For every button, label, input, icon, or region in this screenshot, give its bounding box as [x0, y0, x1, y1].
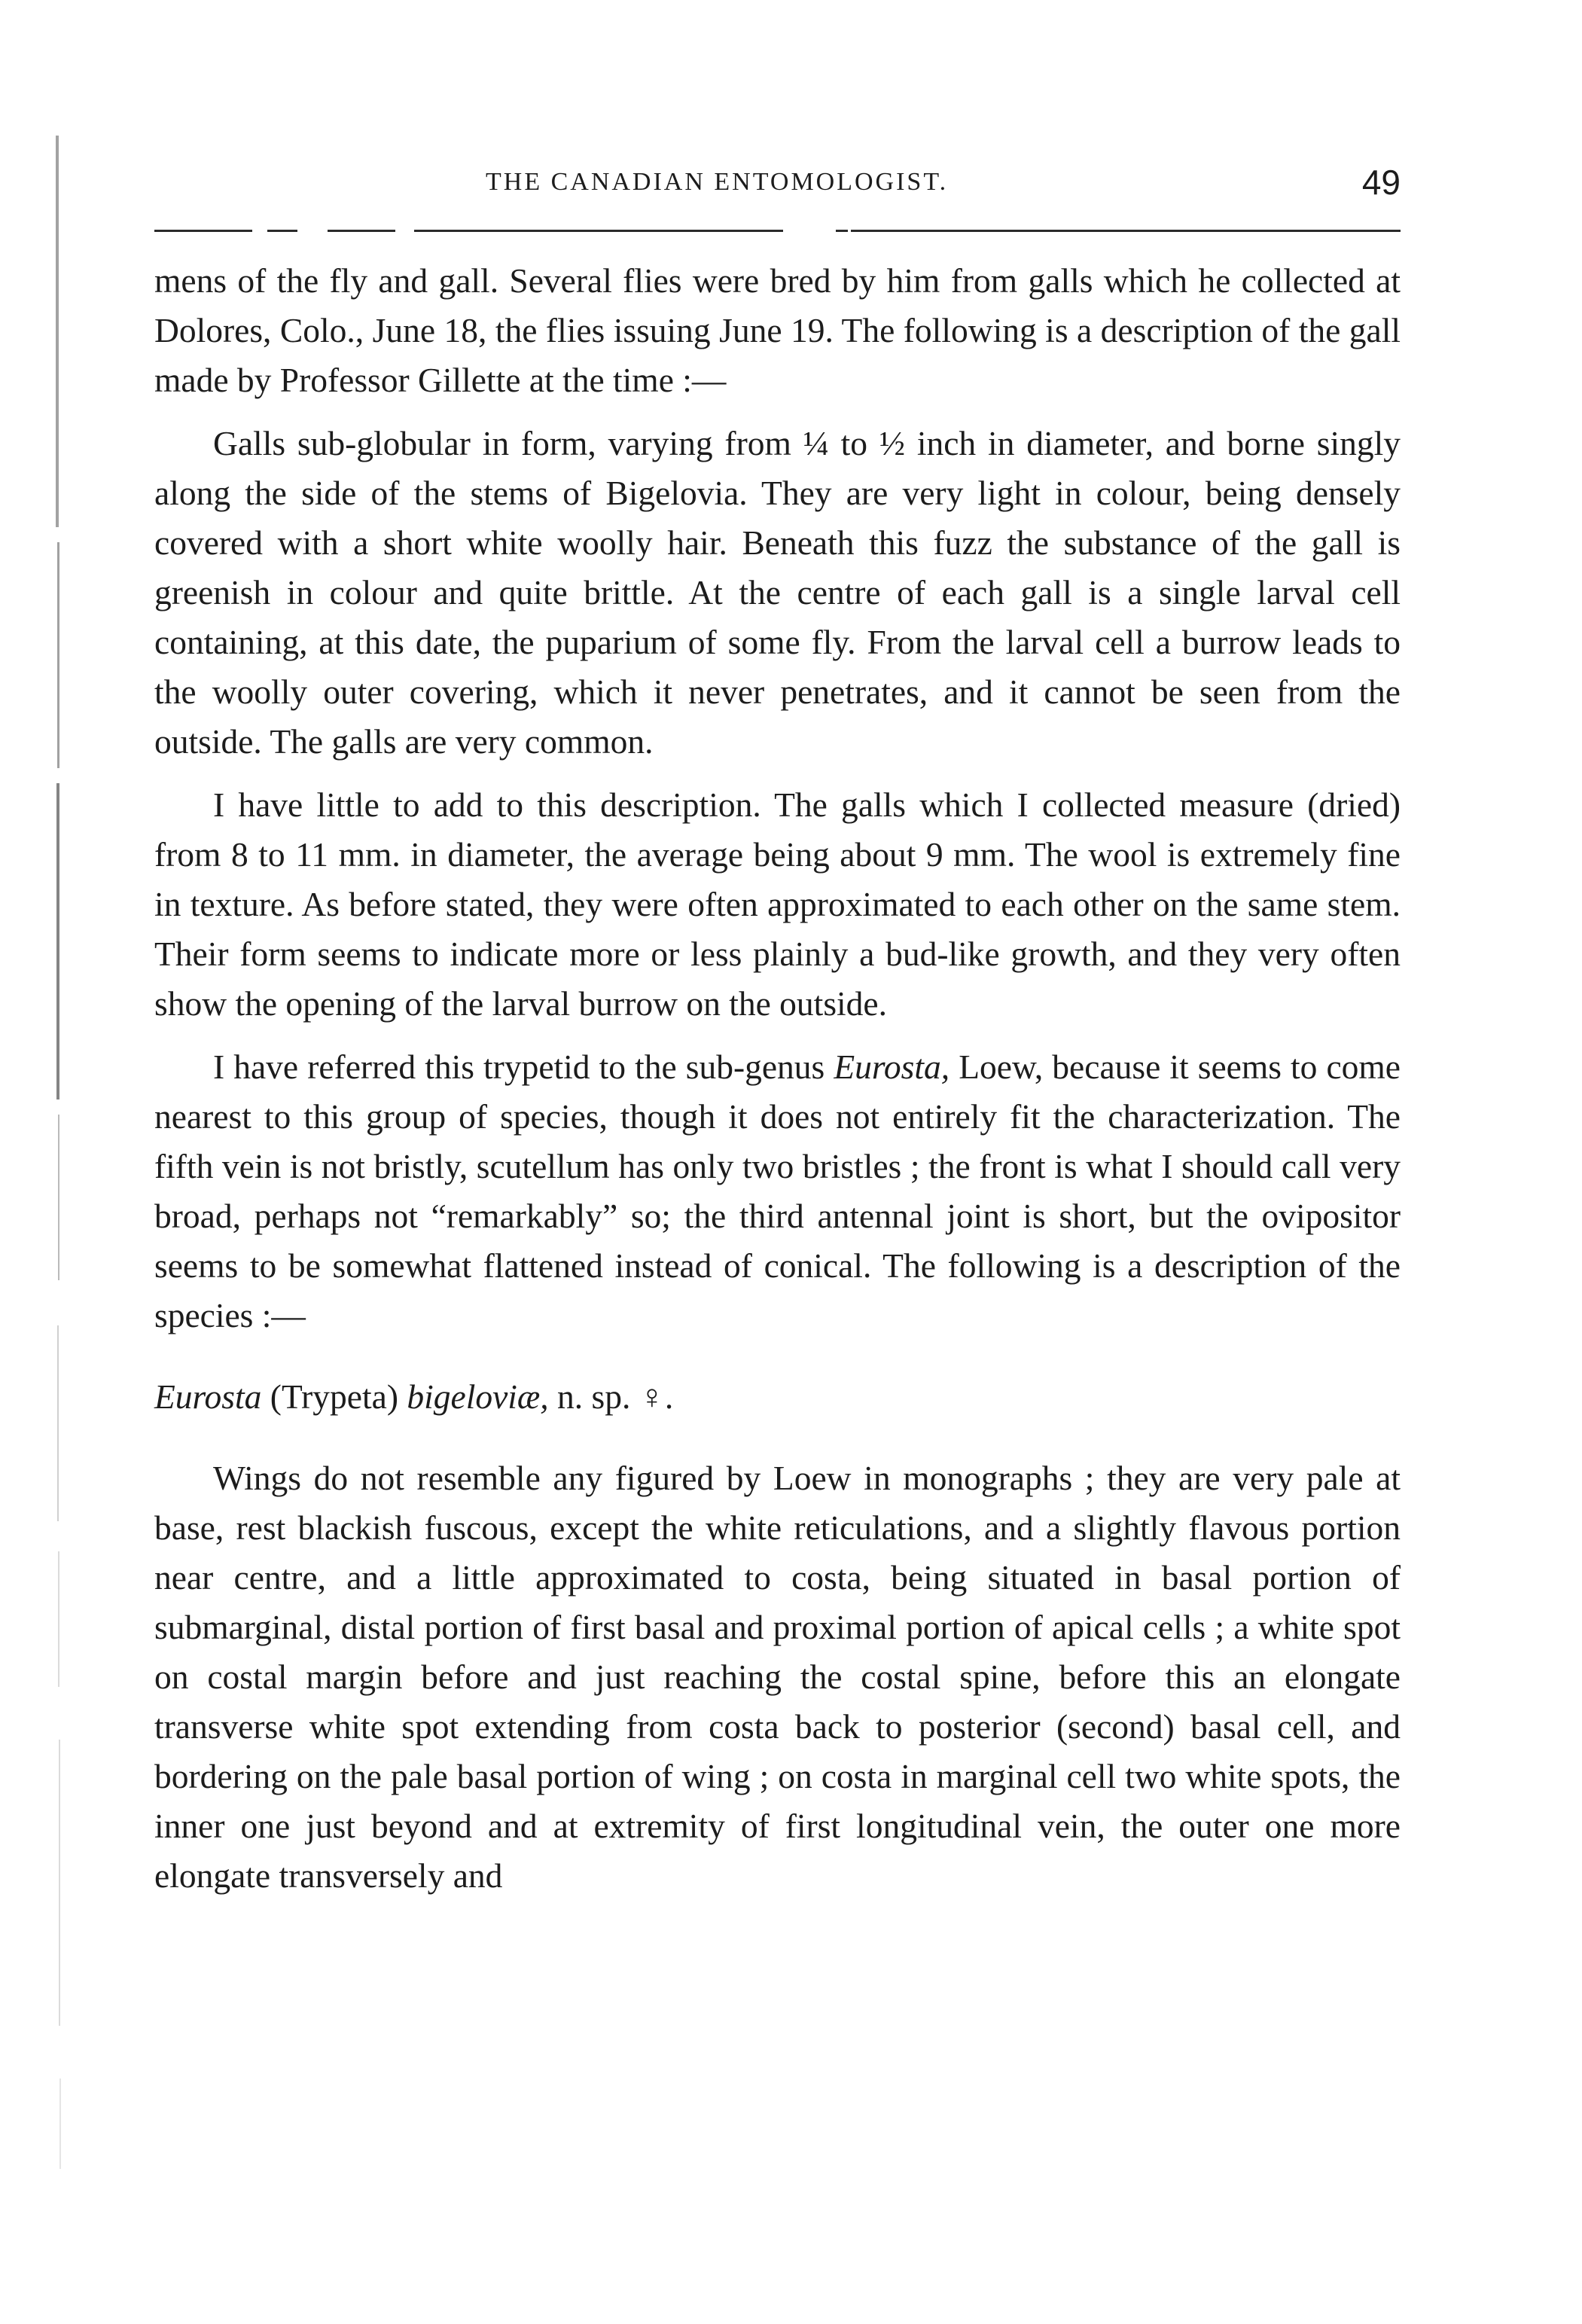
- paragraph-4-text-a: I have referred this trypetid to the sub-genus: [213, 1048, 825, 1086]
- species-subgenus: (Trypeta): [270, 1377, 398, 1416]
- paragraph-1: mens of the fly and gall. Several flies were bred by him from galls which he collected at Dolores, Colo., June 18, the flies issuing June 19. The following is a description of the gall made by Professor Gillette at the time :—: [154, 261, 1401, 399]
- body-text: [154, 256, 1401, 1914]
- species-status: n. sp.: [557, 1377, 631, 1416]
- genus-name: Eurosta,: [834, 1048, 950, 1086]
- running-title: THE CANADIAN ENTOMOLOGIST.: [486, 168, 949, 196]
- header-rule: [154, 230, 1401, 232]
- paragraph-3: I have little to add to this description. The galls which I collected measure (dried) from 8 to 11 mm. in diameter, the average being about 9 mm. The wool is extremely fine in texture. As before stated, they were often approximated to each other on the same stem. Their form seems to indicate more or less plainly a bud-like growth, and they very often show the opening of the larval burrow on the outside.: [154, 785, 1401, 1023]
- page-number: 49: [1361, 163, 1401, 202]
- paragraph-2: Galls sub-globular in form, varying from ¼ to ½ inch in diameter, and borne singly along the side of the stems of Bigelovia. They are very light in colour, being densely covered with a short white woolly hair. Beneath this fuzz the substance of the gall is greenish in colour and quite brittle. At the centre of each gall is a single larval cell containing, at this date, the puparium of some fly. From the larval cell a burrow leads to the woolly outer covering, which it never penetrates, and it cannot be seen from the outside. The galls are very common.: [154, 424, 1401, 761]
- paragraph-4: [154, 1042, 1401, 1340]
- page-edge-shadow: [47, 45, 69, 2274]
- page-header: [154, 162, 1401, 207]
- paragraph-4-text-b: Loew, because it seems to come nearest to this group of species, though it does not entirely fit the characterization. The fifth vein is not bristly, scutellum has only two bristles ; the front is what I should call very broad, perhaps not “remarkably” so; the third antennal joint is short, but the ovipositor seems to be somewhat flattened instead of conical. The following is a description of the species :—: [154, 1048, 1401, 1334]
- female-symbol: ♀.: [639, 1377, 674, 1416]
- species-epithet: bigeloviæ,: [407, 1377, 549, 1416]
- paragraph-5: Wings do not resemble any figured by Loew in monographs ; they are very pale at base, rest blackish fuscous, except the white reticulations, and a slightly flavous portion near centre, and a little approximated to costa, being situated in basal portion of submarginal, distal portion of first basal and proximal portion of apical cells ; a white spot on costal margin before and just reaching the costal spine, before this an elongate transverse white spot extending from costa back to posterior (second) basal cell, and bordering on the pale basal portion of wing ; on costa in marginal cell two white spots, the inner one just beyond and at extremity of first longitudinal vein, the outer one more elongate transversely and: [154, 1459, 1401, 1895]
- species-heading: [154, 1372, 1401, 1422]
- species-genus: Eurosta: [154, 1377, 262, 1416]
